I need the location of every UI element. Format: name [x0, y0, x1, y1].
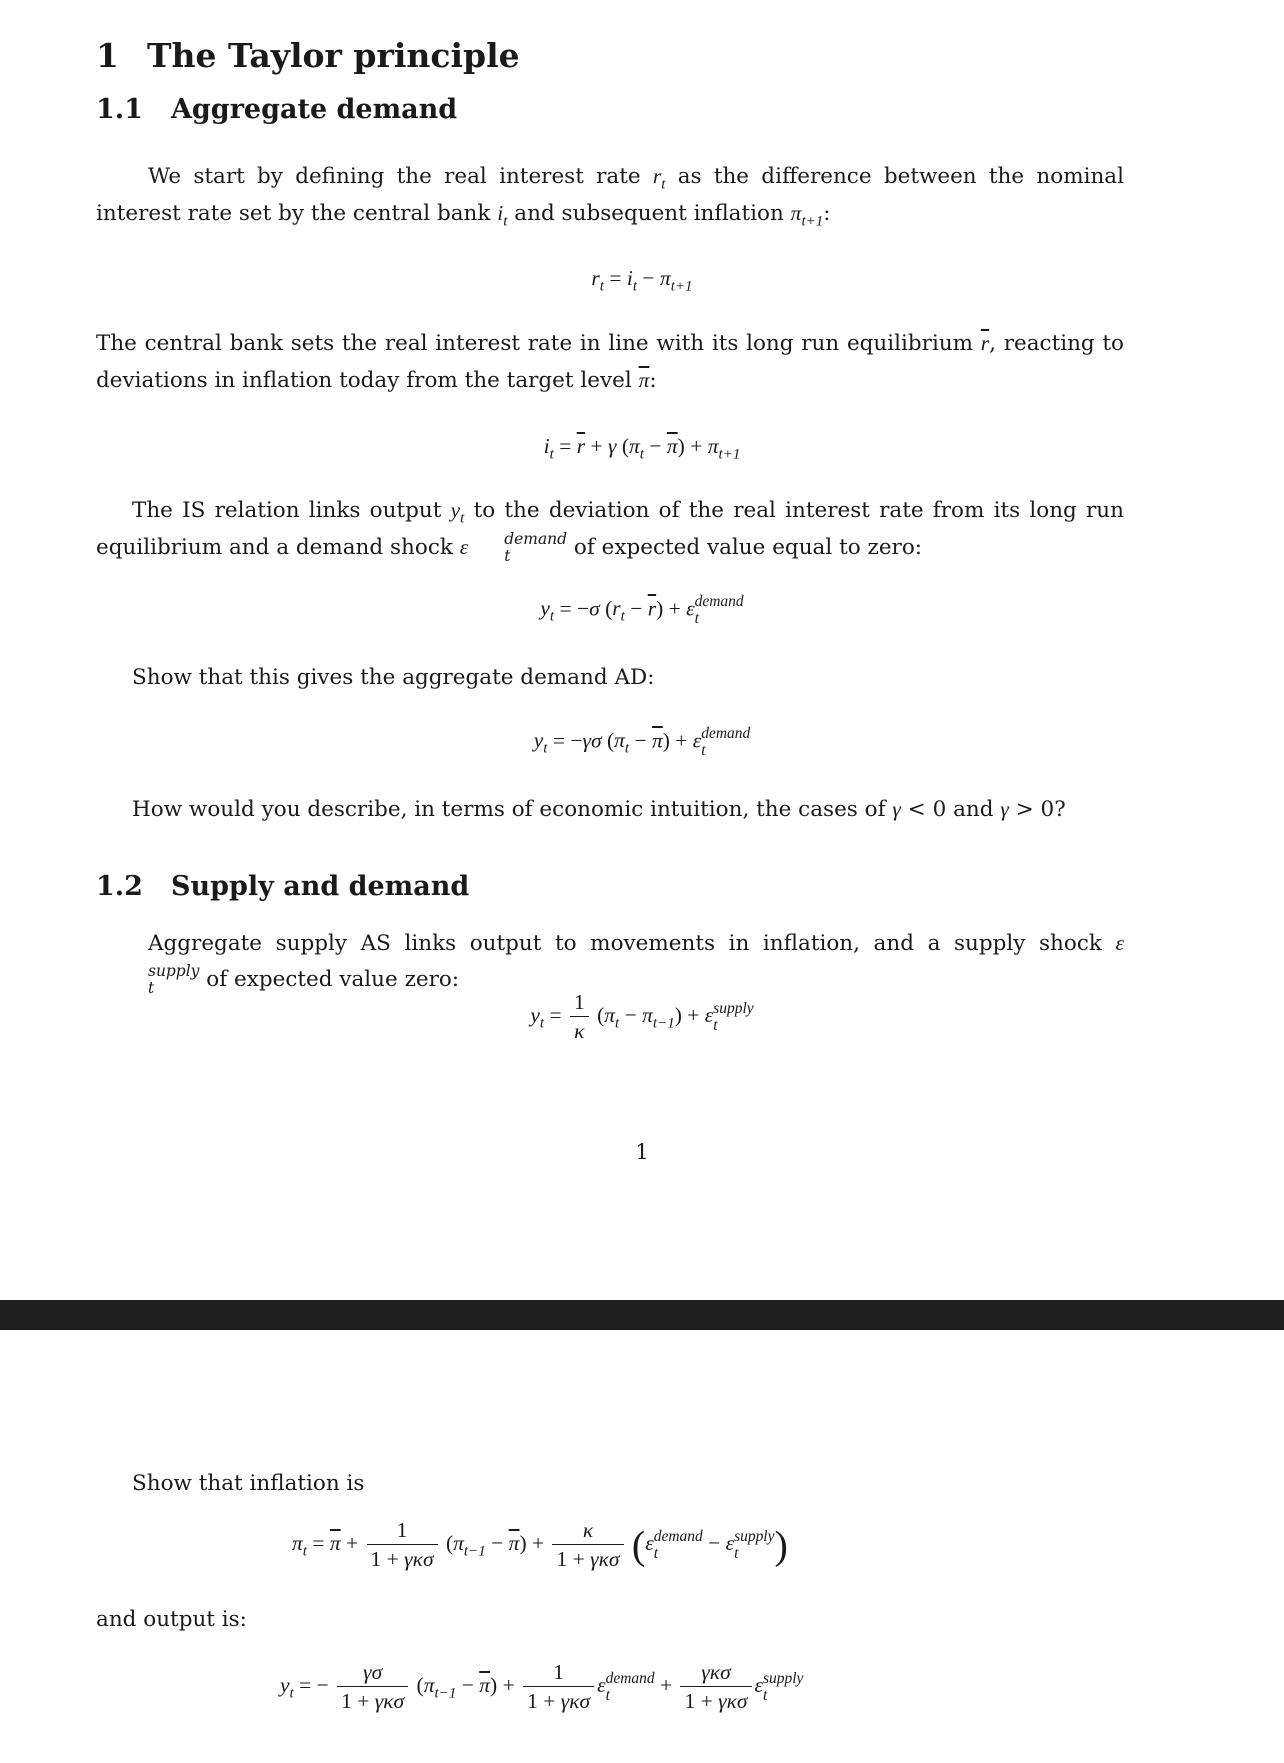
paragraph-central-bank: The central bank sets the real interest rate in line with its long run equilibrium $\overline{r}$, reacting to deviations in inflation today from the target level $\overline{\pi}$: — [96, 331, 1124, 393]
equation-is: $y_t = -\sigma$ $(r_t - \overline{r}) + \varepsilon$ demand t — [540, 593, 744, 628]
equation-output: $y_t$ = − $\frac{\gamma\sigma}{\text{1 + γκσ}}$ $(\pi_{t-1} - \overline{\pi})$ + $\frac{1}{\text{1 + γκσ}}$ ε demand t + $\frac{\text{γκσ}}{\text{1 + γκσ}}$ ε supply t — [280, 1660, 804, 1713]
section-title: The Taylor principle — [146, 36, 520, 75]
section-number: 1 — [96, 36, 119, 75]
equation-ad: $y_t = -\gamma\sigma$ $(\pi_t - \overline{\pi}) + \varepsilon$ demand t — [533, 725, 751, 760]
equation-as: $y_t$ = $\frac{1}{\kappa}$ $(\pi_t - \pi_{t-1}) + \varepsilon$ supply t — [530, 990, 754, 1043]
question-intuition: How would you describe, in terms of economic intuition, the cases of γ < 0 and γ > 0? — [132, 797, 1066, 822]
paragraph-real-interest-rate: We start by defining the real interest rate $r_t$ as the difference between the nominal interest rate set by the central bank $i_t$ and subsequent inflation $\pi_{t+1}$: — [96, 164, 1124, 230]
equation-taylor-rule: $i_t = \overline{r} + \gamma$ $(\pi_t - \overline{\pi}) + \pi_{t+1}$ — [543, 434, 741, 463]
subsection-number: 1.1 — [96, 94, 143, 125]
subsection-title: Aggregate demand — [170, 94, 458, 125]
section-heading — [96, 36, 520, 75]
page-2 — [0, 1330, 1284, 1763]
subsection-title: Supply and demand — [170, 871, 470, 902]
paragraph-is-relation: The IS relation links output $y_t$ to the deviation of the real interest rate from its long run equilibrium and a demand shock ε demand t of expected value equal to zero: — [96, 498, 1124, 565]
instruction-show-ad: Show that this gives the aggregate demand AD: — [132, 665, 655, 690]
equation-inflation: $\pi_t = \overline{\pi}$ + $\frac{1}{\text{1 + γκσ}}$ $(\pi_{t-1} - \overline{\pi})$ + $\frac{\kappa}{\text{1 + γκσ}}$ (ε demand t − ε supply t ) — [292, 1518, 788, 1571]
instruction-show-inflation: Show that inflation is — [132, 1471, 365, 1496]
subsection-heading-aggregate-demand — [96, 94, 457, 125]
label-and-output: and output is: — [96, 1607, 247, 1632]
paragraph-aggregate-supply: Aggregate supply AS links output to movements in inflation, and a supply shock ε supply t of expected value zero: — [148, 931, 1125, 997]
page-number: 1 — [635, 1140, 649, 1164]
subsection-heading-supply-demand — [96, 871, 469, 902]
equation-real-rate: $r_t = i_t - \pi_{t+1}$ — [591, 266, 693, 295]
page-separator — [0, 1300, 1284, 1330]
subsection-number: 1.2 — [96, 871, 143, 902]
